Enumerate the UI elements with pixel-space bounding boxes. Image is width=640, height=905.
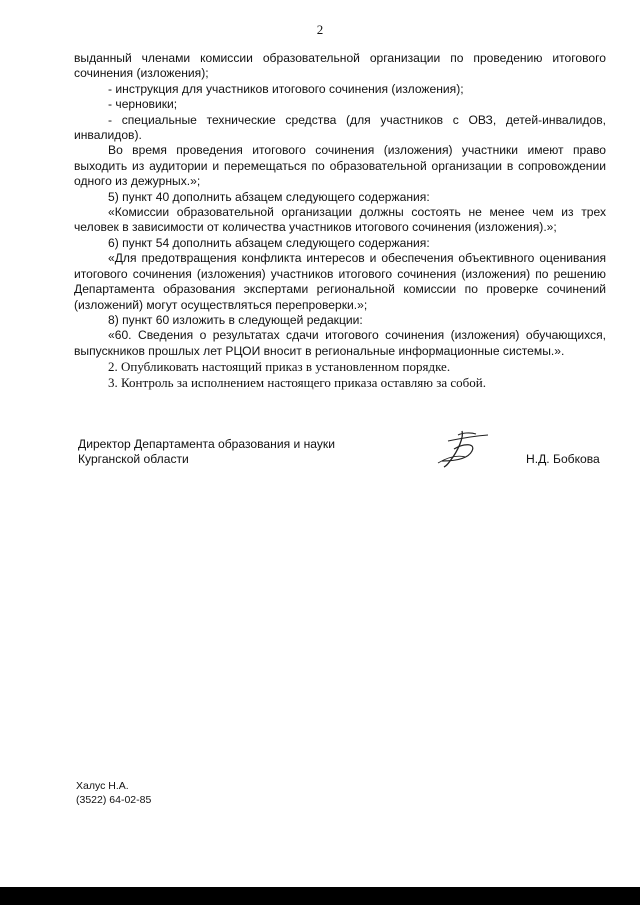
page-number: 2 bbox=[316, 22, 324, 37]
paragraph: 3. Контроль за исполнением настоящего приказа оставляю за собой. bbox=[108, 374, 486, 390]
paragraph: «Комиссии образовательной организации должны состоять не менее чем из трех человек в зависимости от количества участников итогового сочинения (изложения).»; bbox=[74, 205, 606, 235]
signer-title bbox=[78, 437, 398, 468]
signer-title-line2: Курганской области bbox=[78, 452, 189, 467]
paragraph: 8) пункт 60 изложить в следующей редакции: bbox=[108, 312, 363, 327]
signer-name: Н.Д. Бобкова bbox=[526, 452, 600, 466]
signer-title-line1: Директор Департамента образования и науки bbox=[78, 437, 335, 451]
paragraph: - черновики; bbox=[108, 97, 178, 112]
signature-block bbox=[78, 437, 618, 477]
contact-block bbox=[76, 780, 151, 807]
paragraph: выданный членами комиссии образовательной организации по проведению итогового сочинения (изложения); bbox=[74, 51, 606, 81]
paragraph: - инструкция для участников итогового сочинения (изложения); bbox=[108, 81, 464, 96]
scan-bottom-edge bbox=[0, 887, 640, 905]
paragraph: - специальные технические средства (для участников с ОВЗ, детей-инвалидов, инвалидов). bbox=[74, 112, 606, 143]
handwritten-signature-icon bbox=[418, 427, 498, 471]
contact-name: Халус Н.А. bbox=[76, 780, 129, 792]
paragraph: «Для предотвращения конфликта интересов и обеспечения объективного оценивания итогового сочинения (изложения) участников итогового сочинения (изложения) по решению Департамента образования экспертами региональной комиссии по проверке сочинений (изложений) могут осуществляться перепроверки.»; bbox=[74, 251, 606, 312]
paragraph: 6) пункт 54 дополнить абзацем следующего содержания: bbox=[108, 235, 430, 250]
paragraph: Во время проведения итогового сочинения (изложения) участники имеют право выходить из аудитории и перемещаться по образовательной организации в сопровождении одного из дежурных.»; bbox=[74, 143, 606, 189]
document-body bbox=[74, 51, 606, 390]
contact-phone: (3522) 64-02-85 bbox=[76, 793, 152, 806]
paragraph: «60. Сведения о результатах сдачи итогового сочинения (изложения) обучающихся, выпускников прошлых лет РЦОИ вносит в региональные информационные системы.». bbox=[74, 328, 606, 358]
paragraph: 2. Опубликовать настоящий приказ в установленном порядке. bbox=[108, 359, 451, 375]
paragraph: 5) пункт 40 дополнить абзацем следующего содержания: bbox=[108, 189, 430, 204]
